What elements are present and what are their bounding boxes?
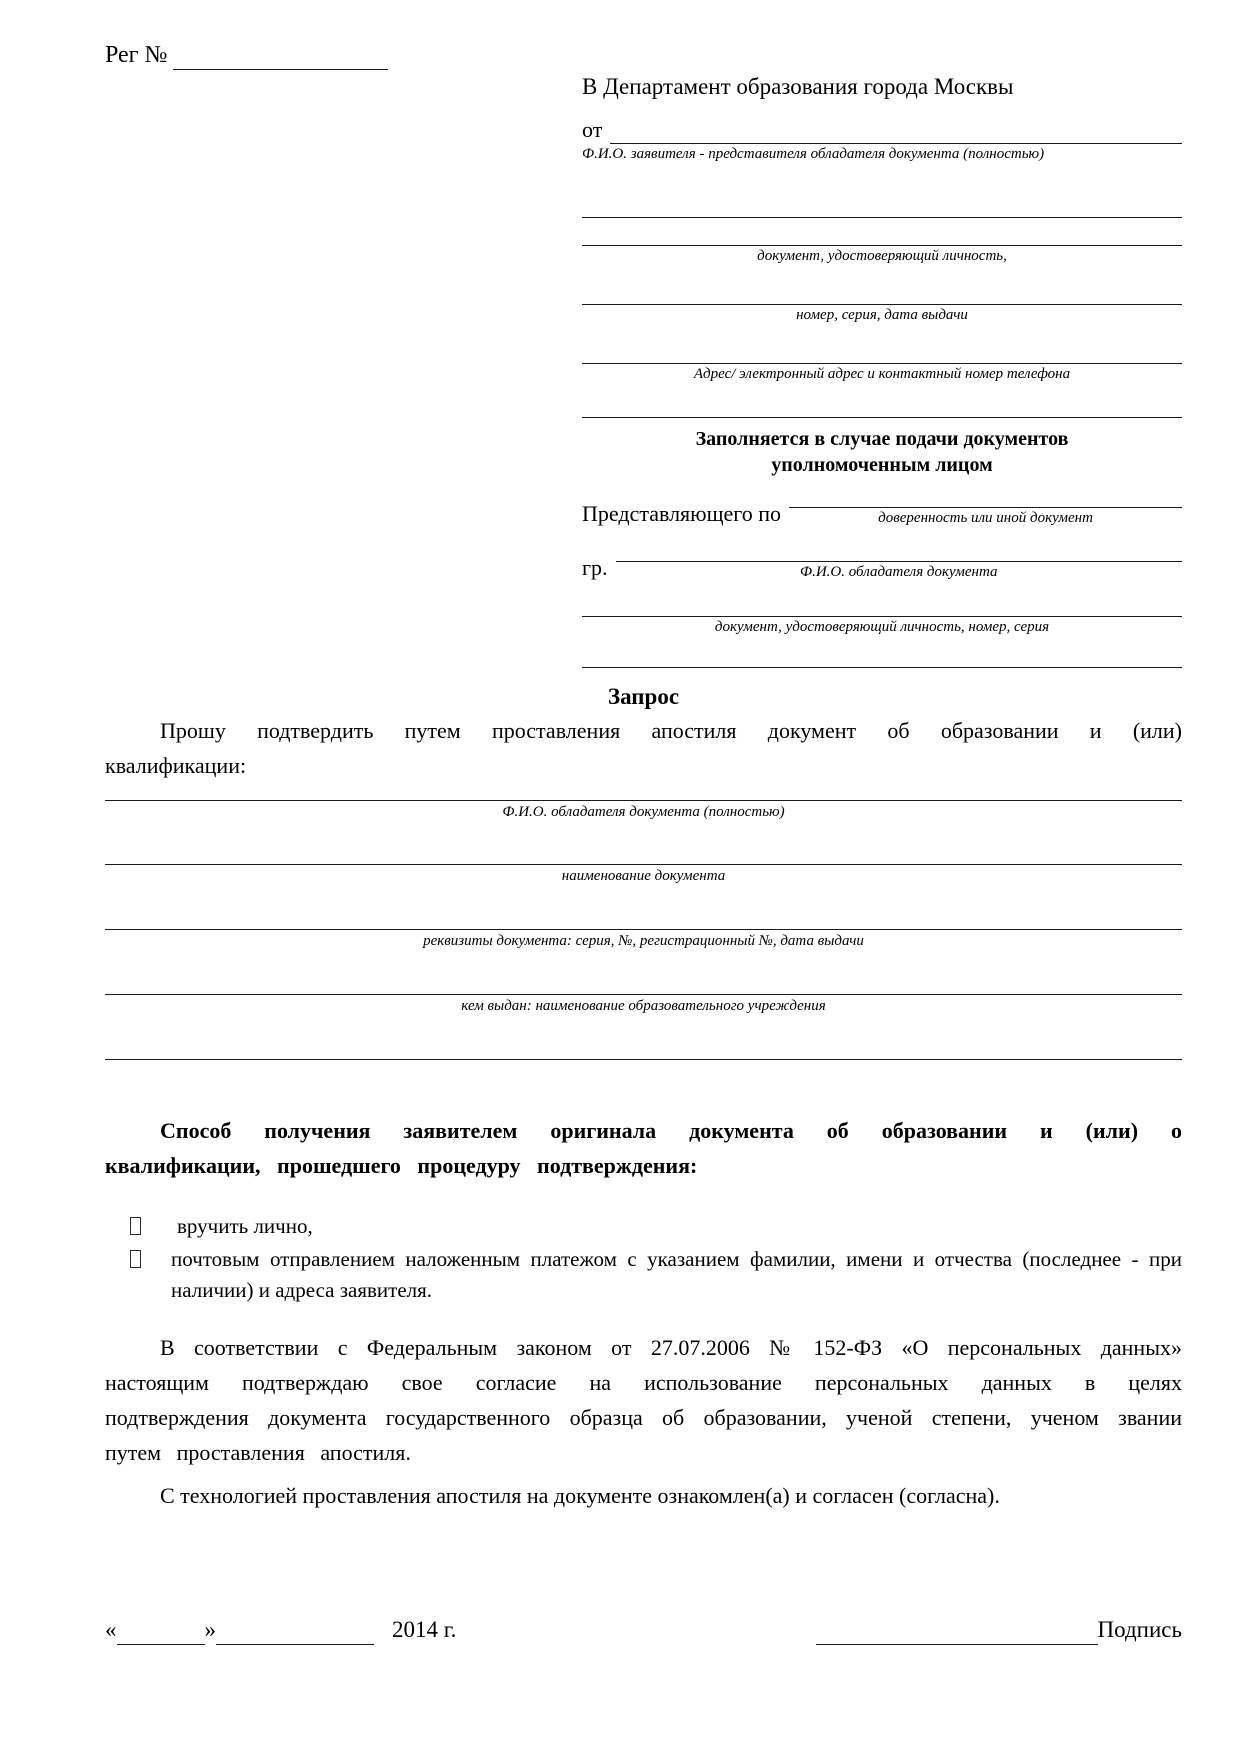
address-extra-line[interactable] <box>582 386 1182 418</box>
delivery-option-in-person[interactable] <box>105 1211 1182 1242</box>
authorized-note: Заполняется в случае подачи документов уполномоченным лицом <box>695 428 1069 476</box>
applicant-extra-line[interactable] <box>582 186 1182 218</box>
open-quote: « <box>105 1617 117 1642</box>
document-name-field <box>105 822 1182 886</box>
checkbox-icon[interactable] <box>130 1217 141 1235</box>
authority-doc-line[interactable] <box>789 482 1182 508</box>
document-owner-field <box>105 800 1182 822</box>
footer-row <box>105 1615 1182 1645</box>
address-caption: Адрес/ электронный адрес и контактный номер телефона <box>693 366 1071 382</box>
owner-identity-caption: документ, удостоверяющий личность, номер, серия <box>714 619 1050 635</box>
doc-number-caption: номер, серия, дата выдачи <box>796 307 968 323</box>
applicant-fio-caption: Ф.И.О. заявителя - представителя обладателя документа (полностью) <box>582 146 1045 162</box>
signature-label: Подпись <box>1097 1617 1182 1642</box>
year-label: 2014 г. <box>392 1617 457 1642</box>
doc-number-line[interactable] <box>582 277 1182 305</box>
delivery-option-by-mail[interactable] <box>105 1244 1182 1306</box>
extra-blank-field <box>105 1016 1182 1060</box>
reg-number-label: Рег № <box>105 42 168 68</box>
from-label: от <box>582 117 603 142</box>
owner-identity-line[interactable] <box>582 591 1182 617</box>
document-details-field <box>105 886 1182 951</box>
technology-consent-paragraph: С технологией проставления апостиля на документе ознакомлен(а) и согласен (согласна). <box>160 1483 1000 1508</box>
citizen-field-row <box>582 536 1182 582</box>
identity-doc-caption: документ, удостоверяющий личность, <box>757 248 1007 264</box>
representing-label: Представляющего по <box>582 501 782 526</box>
owner-extra-line[interactable] <box>582 638 1182 668</box>
signature-line[interactable] <box>816 1621 1098 1645</box>
request-title: Запрос <box>607 684 680 709</box>
delivery-method-heading: Способ получения заявителем оригинала документа об образовании и (или) о квалификации, прошедшего процедуру подтверждения: <box>105 1118 1182 1178</box>
representing-field-row <box>582 482 1182 528</box>
delivery-option-label: почтовым отправлением наложенным платежом с указанием фамилии, имени и отчества (последнее - при наличии) и адреса заявителя. <box>171 1247 1182 1302</box>
citizen-label: гр. <box>582 555 608 580</box>
address-line[interactable] <box>582 336 1182 364</box>
signature-field-group <box>816 1615 1182 1645</box>
owner-fio-line[interactable] <box>616 536 1182 562</box>
personal-data-consent-paragraph: В соответствии с Федеральным законом от 27.07.2006 № 152-ФЗ «О персональных данных» настоящим подтверждаю свое согласие на использование персональных данных в целях подтверждения документа государственного образца об образовании, ученой степени, ученом звании путем проставления апостиля. <box>105 1335 1182 1465</box>
applicant-fio-line[interactable] <box>610 118 1182 144</box>
authority-doc-caption: доверенность или иной документ <box>878 510 1093 526</box>
document-details-caption: реквизиты документа: серия, №, регистрационный №, дата выдачи <box>423 933 864 949</box>
reg-number-line[interactable] <box>173 46 388 70</box>
delivery-options-list <box>105 1211 1182 1306</box>
date-field-group <box>105 1615 456 1645</box>
request-intro-paragraph: Прошу подтвердить путем проставления апостиля документ об образовании и (или) квалификации: <box>105 718 1182 778</box>
recipient-heading: В Департамент образования города Москвы <box>582 74 1014 99</box>
from-field-row <box>582 116 1182 144</box>
issuing-institution-caption: кем выдан: наименование образовательного учреждения <box>461 998 826 1014</box>
date-day-line[interactable] <box>117 1621 205 1645</box>
date-month-line[interactable] <box>216 1621 374 1645</box>
document-name-caption: наименование документа <box>561 868 726 884</box>
issuing-institution-field <box>105 951 1182 1016</box>
close-quote: » <box>204 1617 216 1642</box>
checkbox-icon[interactable] <box>130 1250 141 1268</box>
document-owner-caption: Ф.И.О. обладателя документа (полностью) <box>502 804 785 820</box>
extra-blank-line[interactable] <box>105 1059 1182 1060</box>
identity-doc-line[interactable] <box>582 218 1182 246</box>
owner-fio-caption: Ф.И.О. обладателя документа <box>800 564 998 580</box>
addressee-block <box>582 72 1182 668</box>
reg-number-row <box>105 40 1182 70</box>
delivery-option-label: вручить лично, <box>177 1214 313 1238</box>
